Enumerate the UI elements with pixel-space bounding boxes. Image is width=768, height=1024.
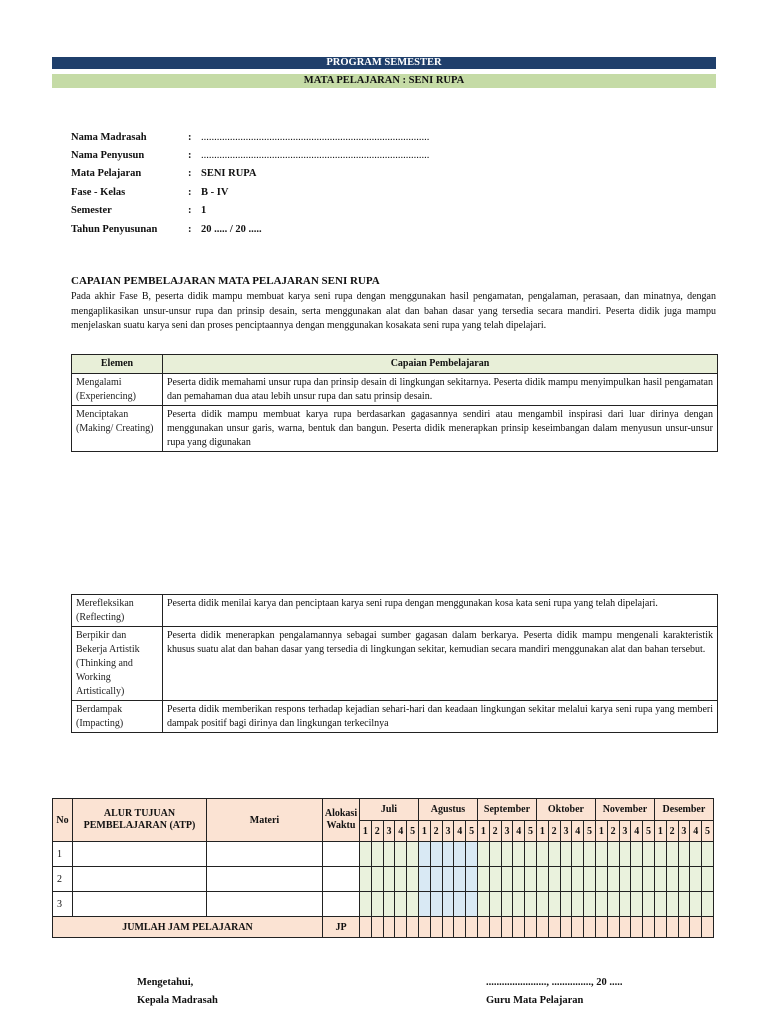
week-number: 4 [454, 821, 466, 842]
total-week-cell [536, 917, 548, 938]
info-colon: : [188, 205, 192, 217]
month-header: Oktober [536, 799, 595, 821]
week-cell[interactable] [702, 892, 714, 917]
week-cell[interactable] [371, 867, 383, 892]
week-cell[interactable] [666, 842, 678, 867]
week-number: 4 [572, 821, 584, 842]
total-week-cell [595, 917, 607, 938]
week-cell[interactable] [501, 892, 513, 917]
row-number: 2 [53, 867, 73, 892]
week-cell[interactable] [501, 867, 513, 892]
week-number: 3 [619, 821, 631, 842]
capaian-row [72, 627, 718, 701]
week-cell[interactable] [513, 842, 525, 867]
capaian-cell: Peserta didik memahami unsur rupa dan prinsip desain di lingkungan sekitarnya. Peserta didik mampu menyimpulkan hasil pengamatan dan pemahaman dua atau lebih unsur rupa dan satu prinsip desain. [163, 374, 718, 406]
week-cell[interactable] [395, 867, 407, 892]
week-cell[interactable] [631, 867, 643, 892]
week-cell[interactable] [525, 867, 537, 892]
week-cell[interactable] [690, 867, 702, 892]
week-cell[interactable] [678, 892, 690, 917]
week-cell[interactable] [666, 892, 678, 917]
week-number: 4 [395, 821, 407, 842]
month-header: September [477, 799, 536, 821]
elemen-cell: Mengalami (Experiencing) [72, 374, 163, 406]
week-cell[interactable] [454, 892, 466, 917]
week-cell[interactable] [584, 867, 596, 892]
info-colon: : [188, 150, 192, 162]
week-cell[interactable] [631, 842, 643, 867]
atp-row [53, 892, 714, 917]
total-week-cell [654, 917, 666, 938]
week-cell[interactable] [619, 842, 631, 867]
week-number: 2 [607, 821, 619, 842]
info-row [71, 165, 429, 183]
total-week-cell [466, 917, 478, 938]
week-cell[interactable] [619, 867, 631, 892]
week-cell[interactable] [477, 892, 489, 917]
info-label: Semester [71, 205, 112, 217]
week-cell[interactable] [560, 892, 572, 917]
elemen-cell: Berdampak (Impacting) [72, 701, 163, 733]
info-row [71, 128, 429, 146]
capaian-header-row [72, 355, 718, 374]
week-cell[interactable] [489, 842, 501, 867]
week-cell[interactable] [430, 892, 442, 917]
capaian-row [72, 701, 718, 733]
signature-right [486, 974, 623, 1010]
week-cell[interactable] [560, 867, 572, 892]
capaian-row [72, 595, 718, 627]
info-value: ....................................................................................... [201, 150, 430, 162]
total-week-cell [360, 917, 372, 938]
signature-left-line2: Kepala Madrasah [137, 995, 218, 1006]
week-number: 4 [631, 821, 643, 842]
week-number: 5 [466, 821, 478, 842]
week-cell[interactable] [654, 842, 666, 867]
total-week-cell [513, 917, 525, 938]
week-cell[interactable] [360, 867, 372, 892]
total-week-cell [560, 917, 572, 938]
info-row [71, 183, 429, 201]
week-cell[interactable] [525, 892, 537, 917]
info-value: SENI RUPA [201, 168, 257, 180]
total-week-cell [418, 917, 430, 938]
total-row [53, 917, 714, 938]
week-number: 3 [678, 821, 690, 842]
capaian-title: CAPAIAN PEMBELAJARAN MATA PELAJARAN SENI RUPA [71, 275, 380, 287]
week-cell[interactable] [371, 842, 383, 867]
week-cell[interactable] [631, 892, 643, 917]
elemen-cell: Merefleksikan (Reflecting) [72, 595, 163, 627]
total-week-cell [477, 917, 489, 938]
week-cell[interactable] [418, 842, 430, 867]
capaian-cell: Peserta didik menilai karya dan penciptaan karya seni rupa dengan menggunakan kosa kata seni rupa yang telah dipelajari. [163, 595, 718, 627]
total-week-cell [678, 917, 690, 938]
info-label: Fase - Kelas [71, 186, 126, 198]
total-week-cell [607, 917, 619, 938]
week-number: 4 [513, 821, 525, 842]
week-cell[interactable] [584, 892, 596, 917]
week-cell[interactable] [360, 892, 372, 917]
week-cell[interactable] [572, 867, 584, 892]
capaian-table-part2 [71, 594, 718, 733]
week-cell[interactable] [489, 867, 501, 892]
materi-cell[interactable] [207, 842, 323, 867]
week-cell[interactable] [643, 892, 655, 917]
info-colon: : [188, 168, 192, 180]
week-number: 5 [407, 821, 419, 842]
col-capaian-header: Capaian Pembelajaran [163, 355, 718, 374]
atp-cell[interactable] [73, 892, 207, 917]
total-week-cell [407, 917, 419, 938]
capaian-description: Pada akhir Fase B, peserta didik mampu membuat karya seni rupa dengan menggunakan hasil pengamatan, pengalaman, perasaan, dan minatnya, dengan mengaplikasikan unsur-unsur rupa dan prinsip desain, serta menggunakan alat dan bahan dasar yang tersedia secara mandiri. Peserta didik juga mampu menjelaskan suatu karya seni dan proses penciptaannya dengan menggunakan kosakata seni rupa yang telah dipelajari. [71, 291, 716, 331]
signature-right-line2: Guru Mata Pelajaran [486, 995, 584, 1006]
row-number: 1 [53, 842, 73, 867]
total-week-cell [454, 917, 466, 938]
total-week-cell [371, 917, 383, 938]
week-cell[interactable] [690, 842, 702, 867]
week-cell[interactable] [489, 892, 501, 917]
atp-header-row [53, 799, 714, 821]
week-number: 5 [525, 821, 537, 842]
total-label: JUMLAH JAM PELAJARAN [53, 917, 323, 938]
week-number: 5 [702, 821, 714, 842]
week-number: 2 [489, 821, 501, 842]
week-cell[interactable] [548, 842, 560, 867]
atp-cell[interactable] [73, 842, 207, 867]
week-cell[interactable] [407, 842, 419, 867]
col-alokasi-header: Alokasi Waktu [323, 799, 360, 842]
info-colon: : [188, 131, 192, 143]
week-cell[interactable] [383, 842, 395, 867]
total-week-cell [619, 917, 631, 938]
week-number: 3 [501, 821, 513, 842]
week-number: 5 [643, 821, 655, 842]
col-elemen-header: Elemen [72, 355, 163, 374]
month-header: Desember [654, 799, 713, 821]
week-cell[interactable] [430, 867, 442, 892]
month-header: November [595, 799, 654, 821]
week-cell[interactable] [407, 867, 419, 892]
week-cell[interactable] [454, 867, 466, 892]
week-cell[interactable] [607, 867, 619, 892]
week-cell[interactable] [595, 867, 607, 892]
week-cell[interactable] [477, 867, 489, 892]
week-cell[interactable] [395, 842, 407, 867]
total-week-cell [395, 917, 407, 938]
total-week-cell [501, 917, 513, 938]
week-cell[interactable] [430, 842, 442, 867]
signature-left-line1: Mengetahui, [137, 977, 194, 988]
total-week-cell [572, 917, 584, 938]
week-cell[interactable] [383, 867, 395, 892]
info-label: Mata Pelajaran [71, 168, 142, 180]
total-week-cell [489, 917, 501, 938]
info-label: Nama Penyusun [71, 150, 145, 162]
week-number: 1 [477, 821, 489, 842]
signature-right-line1: ......................., ..............., 20 ..... [486, 977, 623, 988]
info-row [71, 220, 429, 238]
capaian-table-part1 [71, 354, 718, 452]
total-week-cell [690, 917, 702, 938]
week-cell[interactable] [690, 892, 702, 917]
week-cell[interactable] [466, 867, 478, 892]
week-number: 1 [418, 821, 430, 842]
info-value: 20 ..... / 20 ..... [201, 223, 262, 235]
capaian-row [72, 374, 718, 406]
week-cell[interactable] [595, 842, 607, 867]
week-number: 1 [536, 821, 548, 842]
week-cell[interactable] [454, 842, 466, 867]
total-week-cell [702, 917, 714, 938]
info-label: Tahun Penyusunan [71, 223, 158, 235]
total-week-cell [548, 917, 560, 938]
week-cell[interactable] [572, 842, 584, 867]
week-cell[interactable] [501, 842, 513, 867]
total-week-cell [631, 917, 643, 938]
signature-left [137, 974, 218, 1010]
week-cell[interactable] [595, 892, 607, 917]
total-week-cell [643, 917, 655, 938]
info-value: ....................................................................................... [201, 131, 430, 143]
program-semester-table [52, 798, 714, 938]
week-cell[interactable] [442, 892, 454, 917]
info-colon: : [188, 223, 192, 235]
week-cell[interactable] [525, 842, 537, 867]
week-cell[interactable] [418, 892, 430, 917]
week-number: 2 [666, 821, 678, 842]
info-colon: : [188, 186, 192, 198]
week-cell[interactable] [678, 842, 690, 867]
info-value: B - IV [201, 186, 229, 198]
week-cell[interactable] [418, 867, 430, 892]
materi-cell[interactable] [207, 892, 323, 917]
week-cell[interactable] [442, 867, 454, 892]
atp-cell[interactable] [73, 867, 207, 892]
alokasi-cell[interactable] [323, 842, 360, 867]
row-number: 3 [53, 892, 73, 917]
info-value: 1 [201, 205, 207, 217]
week-cell[interactable] [466, 892, 478, 917]
week-cell[interactable] [619, 892, 631, 917]
info-row [71, 202, 429, 220]
week-number: 2 [430, 821, 442, 842]
week-cell[interactable] [477, 842, 489, 867]
week-cell[interactable] [560, 842, 572, 867]
week-cell[interactable] [536, 842, 548, 867]
info-row [71, 146, 429, 164]
total-week-cell [383, 917, 395, 938]
week-cell[interactable] [702, 842, 714, 867]
total-week-cell [430, 917, 442, 938]
week-number: 1 [360, 821, 372, 842]
capaian-cell: Peserta didik mampu membuat karya rupa berdasarkan gagasannya sendiri atau mengambil inspirasi dari luar dirinya dengan menggunakan unsur garis, warna, bentuk dan bangun. Peserta didik menerapkan prinsip keseimbangan dalam menyusun unsur-unsur rupa yang digunakan [163, 406, 718, 452]
week-cell[interactable] [383, 892, 395, 917]
week-cell[interactable] [548, 892, 560, 917]
week-cell[interactable] [442, 842, 454, 867]
col-atp-header: ALUR TUJUAN PEMBELAJARAN (ATP) [73, 799, 207, 842]
total-week-cell [442, 917, 454, 938]
week-cell[interactable] [536, 892, 548, 917]
week-cell[interactable] [513, 892, 525, 917]
week-cell[interactable] [643, 867, 655, 892]
capaian-row [72, 406, 718, 452]
total-unit: JP [323, 917, 360, 938]
subtitle-bar: MATA PELAJARAN : SENI RUPA [52, 74, 716, 88]
week-cell[interactable] [536, 867, 548, 892]
materi-cell[interactable] [207, 867, 323, 892]
week-number: 2 [548, 821, 560, 842]
week-cell[interactable] [654, 892, 666, 917]
week-cell[interactable] [513, 867, 525, 892]
week-number: 4 [690, 821, 702, 842]
week-cell[interactable] [654, 867, 666, 892]
elemen-cell: Berpikir dan Bekerja Artistik (Thinking and Working Artistically) [72, 627, 163, 701]
week-cell[interactable] [360, 842, 372, 867]
identity-table [71, 128, 429, 238]
col-materi-header: Materi [207, 799, 323, 842]
alokasi-cell[interactable] [323, 892, 360, 917]
total-week-cell [666, 917, 678, 938]
atp-row [53, 867, 714, 892]
week-cell[interactable] [643, 842, 655, 867]
info-label: Nama Madrasah [71, 131, 147, 143]
week-number: 5 [584, 821, 596, 842]
week-number: 3 [442, 821, 454, 842]
week-number: 1 [595, 821, 607, 842]
col-no-header: No [53, 799, 73, 842]
week-cell[interactable] [371, 892, 383, 917]
week-cell[interactable] [395, 892, 407, 917]
week-cell[interactable] [466, 842, 478, 867]
week-number: 1 [654, 821, 666, 842]
week-cell[interactable] [702, 867, 714, 892]
alokasi-cell[interactable] [323, 867, 360, 892]
week-number: 2 [371, 821, 383, 842]
week-cell[interactable] [666, 867, 678, 892]
week-cell[interactable] [407, 892, 419, 917]
week-number: 3 [560, 821, 572, 842]
week-cell[interactable] [678, 867, 690, 892]
total-week-cell [525, 917, 537, 938]
week-cell[interactable] [584, 842, 596, 867]
week-cell[interactable] [548, 867, 560, 892]
elemen-cell: Menciptakan (Making/ Creating) [72, 406, 163, 452]
week-number: 3 [383, 821, 395, 842]
week-cell[interactable] [572, 892, 584, 917]
atp-row [53, 842, 714, 867]
month-header: Juli [360, 799, 419, 821]
week-cell[interactable] [607, 842, 619, 867]
title-bar: PROGRAM SEMESTER [52, 57, 716, 69]
week-cell[interactable] [607, 892, 619, 917]
capaian-cell: Peserta didik menerapkan pengalamannya sebagai sumber gagasan dalam berkarya. Peserta didik mampu mengenali karakteristik khusus suatu alat dan bahan dasar yang tersedia di lingkungan sekitar, kemudian secara mandiri menggunakan alat dan bahan tersebut. [163, 627, 718, 701]
capaian-cell: Peserta didik memberikan respons terhadap kejadian sehari-hari dan keadaan lingkungan sekitar melalui karya seni rupa yang memberi dampak positif bagi dirinya dan lingkungan terkecilnya [163, 701, 718, 733]
month-header: Agustus [418, 799, 477, 821]
total-week-cell [584, 917, 596, 938]
